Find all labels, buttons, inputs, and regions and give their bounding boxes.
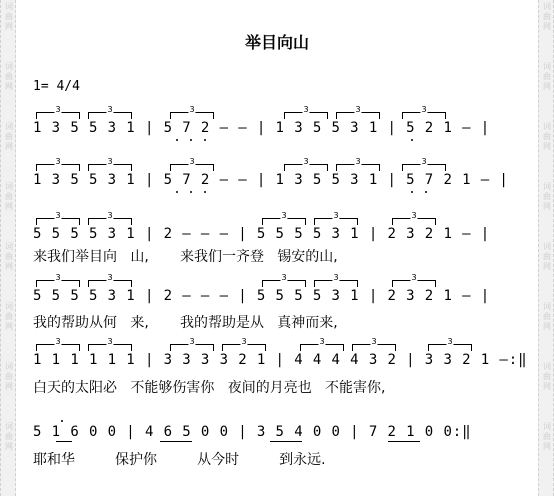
lyric-line-4: 耶和华 保护你 从今时 到永远. xyxy=(33,452,326,468)
octave-dot xyxy=(190,139,192,141)
octave-dot xyxy=(176,139,178,141)
notation-line-3: 5 5 5 5 3 1 | 2 — — — | 5 5 5 5 3 1 | 2 3 2 1 — | xyxy=(33,226,491,242)
notation-line-6: 5 1 6 0 0 | 4 6 5 0 0 | 3 5 4 0 0 | 7 2 1 0 0:‖ xyxy=(33,424,472,440)
eighth-note-underline xyxy=(388,441,420,442)
eighth-note-underline xyxy=(160,441,192,442)
triplet-bracket: 3 xyxy=(336,112,380,119)
notation-line-1: 1 3 5 5 3 1 | 5 7 2 — — | 1 3 5 5 3 1 | 5 2 1 — | xyxy=(33,120,491,136)
left-watermark-strip xyxy=(0,0,16,496)
triplet-bracket: 3 xyxy=(262,218,306,225)
triplet-bracket: 3 xyxy=(352,344,396,351)
watermark: 词曲网 xyxy=(543,302,551,331)
watermark: 词曲网 xyxy=(543,182,551,211)
lyric-line-2: 我的帮助从何 来, 我的帮助是从 真神而来, xyxy=(33,315,338,331)
octave-dot xyxy=(190,191,192,193)
triplet-bracket: 3 xyxy=(170,164,214,171)
watermark: 词曲网 xyxy=(5,362,13,391)
lyric-line-3: 白天的太阳必 不能够伤害你 夜间的月亮也 不能害你, xyxy=(33,380,386,396)
triplet-bracket: 3 xyxy=(336,164,380,171)
watermark: 词曲网 xyxy=(5,302,13,331)
lyric-line-1: 来我们举目向 山, 来我们一齐登 锡安的山, xyxy=(33,249,338,265)
watermark: 词曲网 xyxy=(5,62,13,91)
right-watermark-strip xyxy=(538,0,554,496)
triplet-bracket: 3 xyxy=(300,344,344,351)
triplet-bracket: 3 xyxy=(36,344,80,351)
triplet-bracket: 3 xyxy=(284,164,328,171)
octave-dot xyxy=(204,191,206,193)
triplet-bracket: 3 xyxy=(88,218,132,225)
watermark: 词曲网 xyxy=(543,242,551,271)
triplet-bracket: 3 xyxy=(88,112,132,119)
triplet-bracket: 3 xyxy=(314,218,358,225)
watermark: 词曲网 xyxy=(5,182,13,211)
octave-dot xyxy=(411,139,413,141)
key-signature: 1= 4/4 xyxy=(33,79,80,94)
triplet-bracket: 3 xyxy=(36,218,80,225)
triplet-bracket: 3 xyxy=(314,280,358,287)
watermark: 词曲网 xyxy=(5,242,13,271)
triplet-bracket: 3 xyxy=(262,280,306,287)
octave-dot xyxy=(204,139,206,141)
triplet-bracket: 3 xyxy=(392,218,436,225)
watermark: 词曲网 xyxy=(5,122,13,151)
watermark: 词曲网 xyxy=(5,2,13,31)
triplet-bracket: 3 xyxy=(428,344,472,351)
triplet-bracket: 3 xyxy=(36,164,80,171)
triplet-bracket: 3 xyxy=(402,112,446,119)
notation-line-4: 5 5 5 5 3 1 | 2 — — — | 5 5 5 5 3 1 | 2 3 2 1 — | xyxy=(33,288,491,304)
triplet-bracket: 3 xyxy=(36,112,80,119)
eighth-note-underline xyxy=(270,441,302,442)
octave-dot xyxy=(176,191,178,193)
octave-dot xyxy=(425,191,427,193)
triplet-bracket: 3 xyxy=(284,112,328,119)
triplet-bracket: 3 xyxy=(222,344,266,351)
triplet-bracket: 3 xyxy=(88,344,132,351)
notation-line-2: 1 3 5 5 3 1 | 5 7 2 — — | 1 3 5 5 3 1 | 5 7 2 1 — | xyxy=(33,172,509,188)
watermark: 词曲网 xyxy=(543,362,551,391)
triplet-bracket: 3 xyxy=(170,344,214,351)
watermark: 词曲网 xyxy=(543,422,551,451)
triplet-bracket: 3 xyxy=(392,280,436,287)
watermark: 词曲网 xyxy=(5,422,13,451)
eighth-note-underline xyxy=(56,441,72,442)
song-title: 举目向山 xyxy=(244,33,309,52)
triplet-bracket: 3 xyxy=(88,164,132,171)
watermark: 词曲网 xyxy=(543,2,551,31)
octave-dot xyxy=(411,191,413,193)
triplet-bracket: 3 xyxy=(402,164,446,171)
octave-dot xyxy=(61,420,63,422)
watermark: 词曲网 xyxy=(543,122,551,151)
watermark: 词曲网 xyxy=(543,62,551,91)
triplet-bracket: 3 xyxy=(170,112,214,119)
notation-line-5: 1 1 1 1 1 1 | 3 3 3 3 2 1 | 4 4 4 4 3 2 | 3 3 2 1 —:‖ xyxy=(33,352,528,368)
triplet-bracket: 3 xyxy=(88,280,132,287)
triplet-bracket: 3 xyxy=(36,280,80,287)
